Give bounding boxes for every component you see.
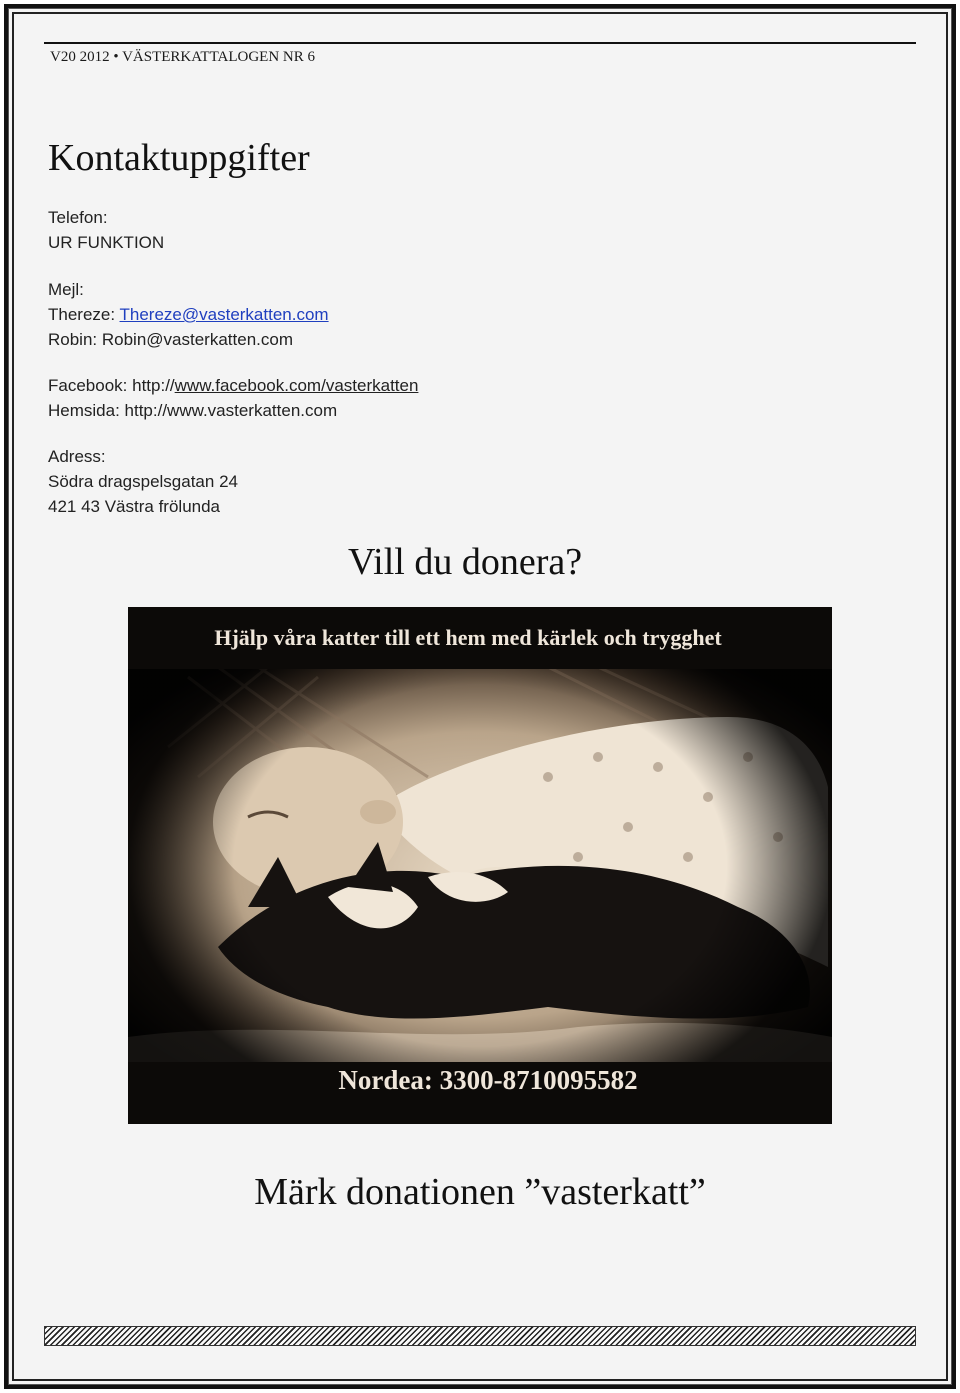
address-street: Södra dragspelsgatan 24 bbox=[48, 472, 238, 491]
facebook-link[interactable]: www.facebook.com/vasterkatten bbox=[174, 376, 419, 395]
page-header bbox=[44, 42, 916, 70]
email-robin-link[interactable]: Robin@vasterkatten.com bbox=[101, 330, 293, 349]
photo-caption-top: Hjälp våra katter till ett hem med kärlek och trygghet bbox=[214, 625, 722, 650]
email-thereze-row bbox=[48, 302, 329, 327]
email-section bbox=[48, 277, 329, 352]
email-thereze-link[interactable]: Thereze@vasterkatten.com bbox=[119, 305, 329, 324]
homepage-row bbox=[48, 398, 418, 423]
baby-and-cat-picture bbox=[128, 607, 832, 1124]
facebook-label: Facebook: bbox=[48, 376, 133, 395]
donation-mark-text: Märk donationen ”vasterkatt” bbox=[254, 1171, 706, 1213]
phone-label: Telefon: bbox=[48, 208, 108, 227]
phone-value: UR FUNKTION bbox=[48, 233, 165, 252]
donate-heading: Vill du donera? bbox=[348, 541, 583, 583]
email-robin-row bbox=[48, 327, 329, 352]
facebook-prefix: http:// bbox=[132, 376, 175, 395]
address-city: 421 43 Västra frölunda bbox=[48, 497, 221, 516]
email-thereze-label: Thereze: bbox=[48, 305, 120, 324]
donation-photo bbox=[128, 607, 832, 1124]
homepage-label: Hemsida: bbox=[48, 401, 125, 420]
address-label: Adress: bbox=[48, 447, 106, 466]
homepage-link[interactable]: http://www.vasterkatten.com bbox=[124, 401, 338, 420]
page-title: Kontaktuppgifter bbox=[48, 137, 310, 179]
footer-hatched-bar bbox=[44, 1326, 916, 1346]
email-label: Mejl: bbox=[48, 280, 84, 299]
photo-caption-bottom: Nordea: 3300-8710095582 bbox=[338, 1065, 638, 1095]
address-section bbox=[48, 444, 238, 519]
email-robin-label: Robin: bbox=[48, 330, 102, 349]
phone-section bbox=[48, 205, 164, 255]
header-text: V20 2012 • VÄSTERKATTALOGEN NR 6 bbox=[50, 49, 316, 65]
facebook-row bbox=[48, 373, 418, 398]
web-section bbox=[48, 373, 418, 423]
